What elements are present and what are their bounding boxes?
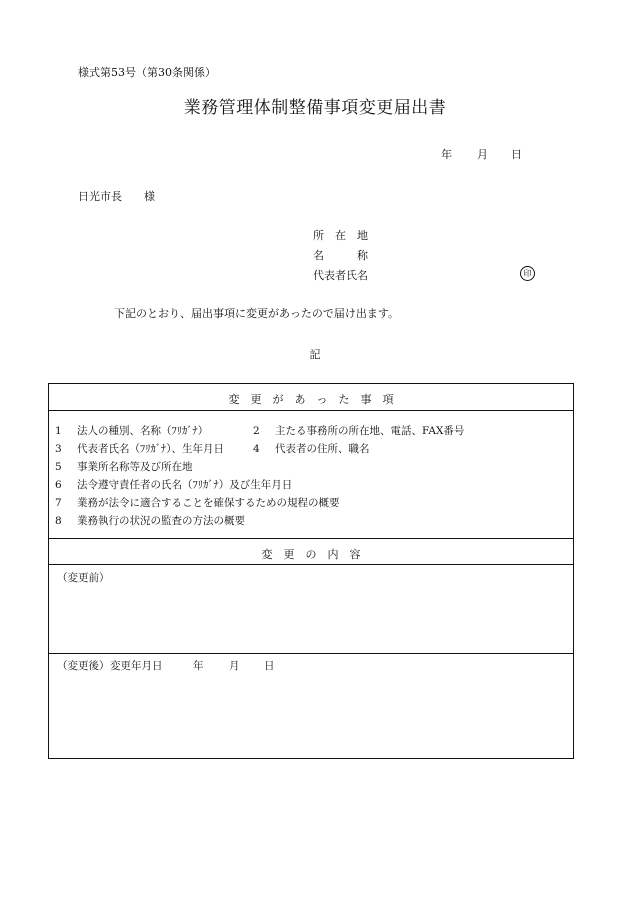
item-number: 7	[55, 497, 62, 509]
change-content-header: 変 更 の 内 容	[261, 548, 361, 561]
item-number: 3	[55, 443, 62, 455]
name-label: 名 称	[313, 249, 368, 262]
divider	[49, 410, 573, 411]
seal-mark: 印	[520, 266, 535, 281]
changed-item-2	[253, 423, 464, 438]
changed-item-3	[55, 441, 224, 456]
after-label: （変更後）	[57, 660, 110, 672]
item-text: 代表者の住所、職名	[275, 443, 370, 455]
date-month-label: 月	[477, 148, 488, 161]
changed-items-header: 変 更 が あ っ た 事 項	[228, 393, 394, 406]
item-text: 主たる事務所の所在地、電話、FAX番号	[275, 425, 465, 437]
changed-item-4	[253, 441, 370, 456]
item-text: 法令遵守責任者の氏名（ﾌﾘｶﾞﾅ）及び生年月日	[77, 479, 293, 491]
item-number: 4	[253, 443, 260, 455]
divider	[49, 653, 573, 654]
item-text: 法人の種別、名称（ﾌﾘｶﾞﾅ）	[77, 425, 209, 437]
item-number: 1	[55, 425, 62, 437]
item-text: 代表者氏名（ﾌﾘｶﾞﾅ）、生年月日	[77, 443, 224, 455]
changed-item-5	[55, 459, 193, 474]
changed-item-8	[55, 513, 245, 528]
changed-item-6	[55, 477, 292, 492]
item-number: 5	[55, 461, 62, 473]
notification-table	[48, 383, 574, 759]
divider	[49, 538, 573, 539]
addressee: 日光市長 様	[78, 190, 155, 203]
change-date-label: 変更年月日	[110, 660, 163, 672]
item-text: 業務執行の状況の監査の方法の概要	[77, 515, 245, 527]
address-label: 所 在 地	[313, 229, 368, 242]
divider	[49, 564, 573, 565]
change-date-year: 年	[193, 660, 204, 672]
before-label: （変更前）	[57, 572, 110, 584]
item-number: 2	[253, 425, 260, 437]
date-year-label: 年	[441, 148, 452, 161]
change-date-day: 日	[264, 660, 275, 672]
item-text: 事業所名称等及び所在地	[77, 461, 193, 473]
ki-label: 記	[309, 348, 321, 361]
item-number: 8	[55, 515, 62, 527]
changed-item-7	[55, 495, 340, 510]
change-date-month: 月	[229, 660, 240, 672]
form-number: 様式第53号（第30条関係）	[78, 66, 216, 79]
item-number: 6	[55, 479, 62, 491]
document-title: 業務管理体制整備事項変更届出書	[183, 98, 447, 118]
item-text: 業務が法令に適合することを確保するための規程の概要	[77, 497, 340, 509]
changed-item-1	[55, 423, 208, 438]
statement-text: 下記のとおり、届出事項に変更があったので届け出ます。	[114, 307, 400, 320]
representative-label: 代表者氏名	[313, 269, 368, 282]
date-day-label: 日	[511, 148, 522, 161]
